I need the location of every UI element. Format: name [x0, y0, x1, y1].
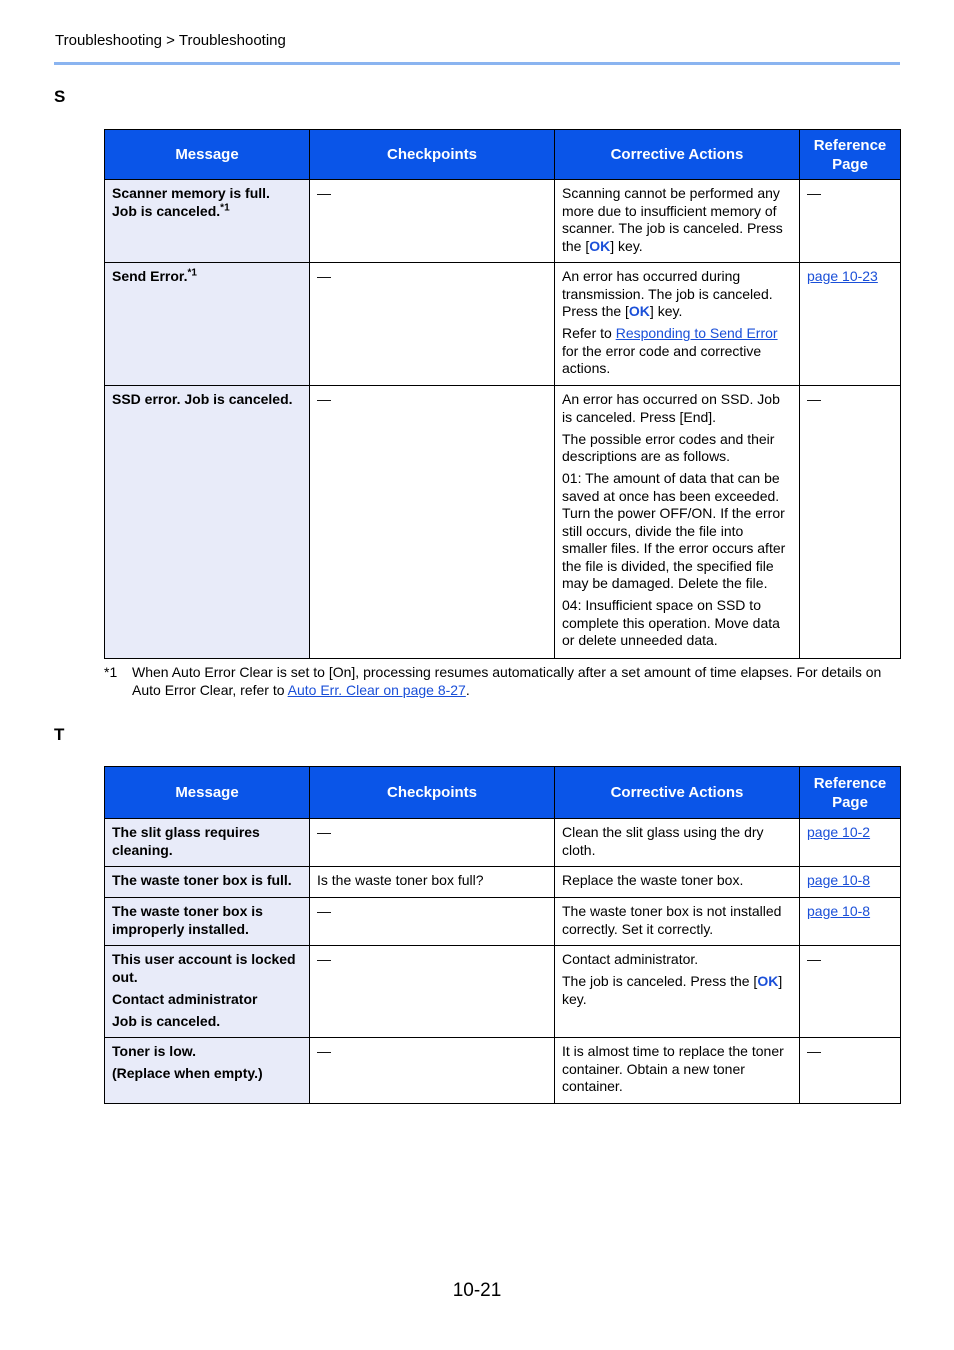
- corrective-actions-cell: [555, 263, 800, 386]
- checkpoints-cell: —: [310, 386, 555, 659]
- action-text: The possible error codes and their descriptions are as follows.: [562, 430, 775, 464]
- checkpoints-cell: —: [310, 946, 555, 1038]
- message-cell: The waste toner box is improperly installed.: [105, 898, 310, 946]
- table-row: [105, 180, 901, 263]
- page-number: 10-21: [452, 1280, 502, 1301]
- checkpoints-cell: —: [310, 1038, 555, 1104]
- table-row: [105, 819, 901, 867]
- corrective-actions-cell: [555, 180, 800, 263]
- auto-err-clear-link[interactable]: Auto Err. Clear on page 8-27: [287, 681, 466, 698]
- error-table-s: [104, 129, 901, 659]
- action-text: The job is canceled. Press the [: [562, 973, 758, 989]
- reference-link[interactable]: page 10-2: [807, 824, 871, 840]
- header-divider: [54, 62, 900, 65]
- reference-cell: —: [800, 386, 901, 659]
- action-text: 01: The amount of data that can be saved at once has been exceeded. Turn the power OFF/ON. If the error still occurs, divide the file into smaller files. If the error occurs after the file is divided, the specified file may be damaged. Delete the file.: [562, 470, 786, 591]
- reference-cell: [800, 819, 901, 867]
- corrective-actions-cell: Clean the slit glass using the dry cloth.: [555, 819, 800, 867]
- checkpoints-cell: —: [310, 819, 555, 867]
- section-heading-t: T: [54, 725, 65, 744]
- message-text: This user account is locked out.: [112, 951, 296, 985]
- reference-link[interactable]: page 10-23: [807, 268, 878, 284]
- footnote-mark: *1: [104, 664, 118, 680]
- footnote-marker: *1: [220, 201, 230, 213]
- ok-key-label: OK: [628, 303, 650, 319]
- table-row: [105, 1038, 901, 1104]
- table-row: [105, 946, 901, 1038]
- checkpoints-cell: Is the waste toner box full?: [310, 867, 555, 898]
- footnote: [104, 664, 904, 699]
- checkpoints-cell: —: [310, 180, 555, 263]
- column-header-corrective-actions: Corrective Actions: [555, 130, 800, 180]
- reference-cell: [800, 263, 901, 386]
- message-cell: [105, 946, 310, 1038]
- reference-cell: —: [800, 180, 901, 263]
- message-cell: [105, 1038, 310, 1104]
- column-header-reference-page: Reference Page: [800, 130, 901, 180]
- corrective-actions-cell: Replace the waste toner box.: [555, 867, 800, 898]
- message-cell: [105, 263, 310, 386]
- message-text: Scanner memory is full.: [112, 185, 270, 201]
- action-text: ] key.: [562, 973, 783, 1007]
- ok-key-label: OK: [757, 973, 779, 989]
- action-text: ] key.: [649, 303, 683, 319]
- message-text: Toner is low.: [112, 1043, 197, 1059]
- action-text: Scanning cannot be performed any more due to insufficient memory of scanner. The job is canceled. Press the [: [562, 185, 783, 254]
- action-text: An error has occurred on SSD. Job is canceled. Press [End].: [562, 391, 780, 425]
- column-header-checkpoints: Checkpoints: [310, 767, 555, 819]
- corrective-actions-cell: The waste toner box is not installed correctly. Set it correctly.: [555, 898, 800, 946]
- message-text: (Replace when empty.): [112, 1065, 263, 1081]
- corrective-actions-cell: [555, 946, 800, 1038]
- action-text: Refer to: [562, 325, 616, 341]
- reference-link[interactable]: page 10-8: [807, 872, 871, 888]
- reference-cell: —: [800, 946, 901, 1038]
- table-row: [105, 386, 901, 659]
- message-text: Contact administrator: [112, 990, 258, 1007]
- column-header-corrective-actions: Corrective Actions: [555, 767, 800, 819]
- breadcrumb: Troubleshooting > Troubleshooting: [55, 32, 286, 49]
- message-cell: SSD error. Job is canceled.: [105, 386, 310, 659]
- message-text: Job is canceled.: [112, 1012, 221, 1029]
- responding-to-send-error-link[interactable]: Responding to Send Error: [615, 325, 778, 341]
- section-heading-s: S: [54, 87, 66, 106]
- message-cell: The waste toner box is full.: [105, 867, 310, 898]
- table-row: [105, 867, 901, 898]
- action-text: Contact administrator.: [562, 951, 699, 967]
- action-text: 04: Insufficient space on SSD to complete this operation. Move data or delete unneeded data.: [562, 597, 780, 648]
- table-header-row: [105, 130, 901, 180]
- action-text: ] key.: [610, 237, 643, 254]
- message-text: Send Error.: [112, 268, 188, 284]
- table-header-row: [105, 767, 901, 819]
- checkpoints-cell: —: [310, 263, 555, 386]
- column-header-message: Message: [105, 130, 310, 180]
- column-header-checkpoints: Checkpoints: [310, 130, 555, 180]
- column-header-reference-page: Reference Page: [800, 767, 901, 819]
- corrective-actions-cell: [555, 386, 800, 659]
- message-text: Job is canceled.: [112, 202, 221, 219]
- footnote-marker: *1: [187, 267, 197, 279]
- corrective-actions-cell: It is almost time to replace the toner container. Obtain a new toner container.: [555, 1038, 800, 1104]
- message-cell: The slit glass requires cleaning.: [105, 819, 310, 867]
- table-row: [105, 263, 901, 386]
- message-cell: [105, 180, 310, 263]
- error-table-t: [104, 766, 901, 1104]
- reference-cell: [800, 867, 901, 898]
- checkpoints-cell: —: [310, 898, 555, 946]
- reference-link[interactable]: page 10-8: [807, 903, 871, 919]
- footnote-text: .: [465, 681, 470, 698]
- column-header-message: Message: [105, 767, 310, 819]
- table-row: [105, 898, 901, 946]
- reference-cell: —: [800, 1038, 901, 1104]
- action-text: for the error code and corrective actions.: [562, 342, 762, 376]
- footnote-text: When Auto Error Clear is set to [On], processing resumes automatically after a set amount of time elapses. For details on Auto Error Clear, refer to: [132, 664, 882, 698]
- action-text: An error has occurred during transmission. The job is canceled. Press the [: [562, 268, 773, 319]
- reference-cell: [800, 898, 901, 946]
- ok-key-label: OK: [589, 237, 611, 254]
